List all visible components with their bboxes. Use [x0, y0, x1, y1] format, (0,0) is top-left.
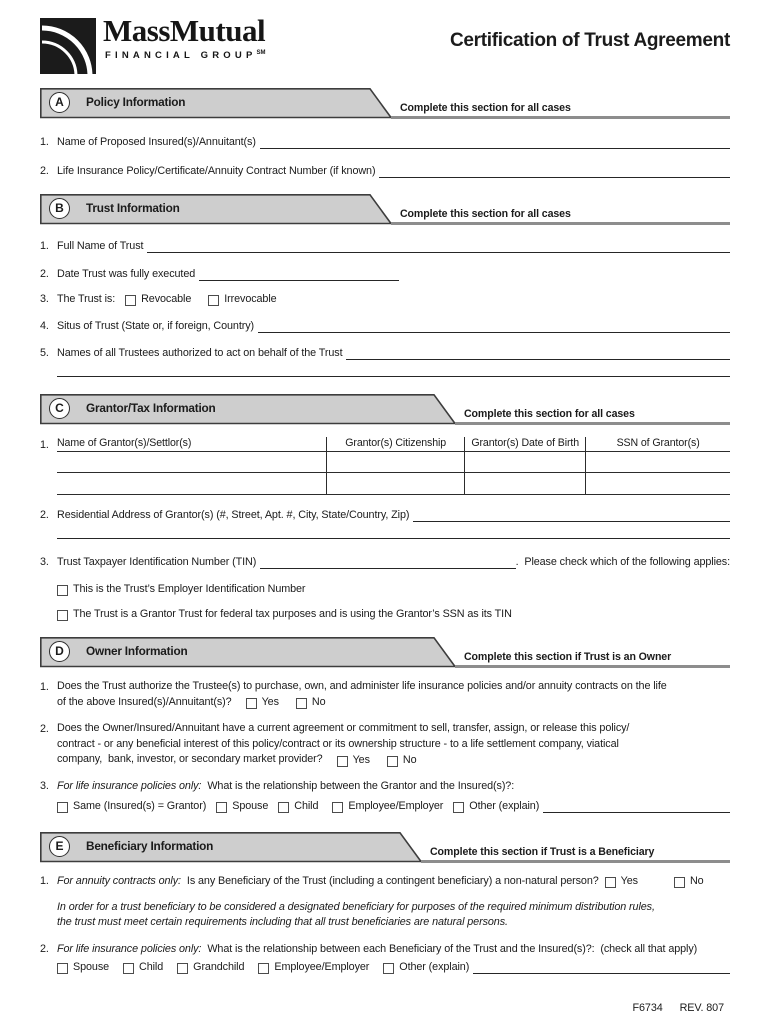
policy-number-input[interactable] [379, 175, 730, 178]
d1-yes-label: Yes [261, 696, 279, 708]
e2-employee-employer-label: Employee/Employer [274, 960, 370, 973]
section-a-title: Policy Information [86, 95, 186, 109]
insured-name-input[interactable] [260, 146, 730, 149]
checkbox-d1-yes[interactable] [246, 698, 257, 709]
e1-note-line1-row [57, 900, 730, 916]
form-header [40, 14, 730, 78]
d3-other-explain-input[interactable] [543, 810, 730, 813]
grantor-address-input[interactable] [413, 519, 730, 522]
checkbox-ein[interactable] [57, 585, 68, 596]
checkbox-d3-child[interactable] [278, 802, 289, 813]
page-title: Certification of Trust Agreement [449, 30, 730, 51]
checkbox-e1-yes[interactable] [605, 877, 616, 888]
trust-tin-suffix: . Please check which of the following applies: [515, 556, 730, 568]
brand-name: MassMutual [103, 13, 266, 48]
field-trust-tin: 3. Trust Taxpayer Identification Number (TIN) . Please check which of the following applies: [40, 556, 730, 568]
d3-question: What is the relationship between the Grantor and the Insured(s)?: [207, 779, 515, 792]
massmutual-logo-icon [40, 18, 96, 74]
question-d2-line2: contract - or any beneficial interest of this policy/contract or its ownership structure - to a life settlement company, viatical [57, 737, 619, 750]
grantor-address-input-line2[interactable] [57, 525, 730, 539]
section-c-rule [455, 422, 730, 425]
question-d2-line1: Does the Owner/Insured/Annuitant have a current agreement or commitment to sell, transfer, assign, or release this policy/ [57, 722, 630, 734]
ein-label: This is the Trust’s Employer Identification Number [73, 583, 306, 595]
d3-employee-employer-label: Employee/Employer [348, 799, 444, 812]
trust-date-input[interactable] [199, 278, 399, 281]
trustees-names-input-line2[interactable] [57, 363, 730, 377]
checkbox-d3-spouse[interactable] [216, 802, 227, 813]
question-d2-line2-row [57, 737, 730, 753]
grantor-table-block: 1. Name of Grantor(s)/Settlor(s) Grantor(s) Citizenship Grantor(s) Date of Birth SSN of Grantor(s) [40, 433, 730, 495]
section-a-header [40, 88, 730, 119]
option-ein [57, 582, 730, 597]
checkbox-d2-no[interactable] [387, 756, 398, 767]
section-c-header [40, 394, 730, 425]
e2-other-label: Other (explain) [399, 960, 470, 973]
e2-spouse-label: Spouse [73, 960, 110, 973]
e1-note-line2: the trust must meet certain requirements including that all trust beneficiaries are natural persons. [57, 916, 508, 928]
trust-type-label: The Trust is: [57, 293, 116, 305]
grantor-dob-input-2[interactable] [464, 473, 585, 494]
grantor-name-input-2[interactable] [57, 473, 326, 494]
insured-name-label: Name of Proposed Insured(s)/Annuitant(s) [57, 136, 256, 148]
section-e-note: Complete this section if Trust is a Beneficiary [430, 845, 655, 858]
question-d1: 1. Does the Trust authorize the Trustee(s) to purchase, own, and administer life insurance policies and/or annuity contracts on the life [40, 680, 667, 693]
section-b-title: Trust Information [86, 201, 180, 215]
col-grantor-citizenship: Grantor(s) Citizenship [326, 437, 464, 451]
d3-lead: For life insurance policies only: [57, 779, 202, 792]
d3-child-label: Child [294, 799, 319, 812]
checkbox-e2-grandchild[interactable] [177, 963, 188, 974]
checkbox-d3-other[interactable] [453, 802, 464, 813]
e2-grandchild-label: Grandchild [193, 960, 245, 973]
trust-name-input[interactable] [147, 250, 730, 253]
trustees-names-input[interactable] [346, 357, 730, 360]
question-d3: 3. For life insurance policies only: What is the relationship between the Grantor and the Insured(s)?: [40, 779, 515, 792]
col-grantor-name: Name of Grantor(s)/Settlor(s) [57, 437, 192, 449]
e1-note-line1: In order for a trust beneficiary to be considered a designated beneficiary for purposes of the required minimum distribution rules, [57, 900, 655, 913]
d3-other-label: Other (explain) [469, 799, 540, 812]
grantor-table-header-row [57, 433, 730, 452]
e2-lead: For life insurance policies only: [57, 942, 202, 955]
trust-tin-input[interactable] [260, 566, 515, 569]
section-d-rule [455, 665, 730, 668]
d2-no-label: No [402, 753, 417, 766]
trust-situs-input[interactable] [258, 330, 730, 333]
col-grantor-ssn: SSN of Grantor(s) [585, 437, 730, 451]
section-b-header [40, 194, 730, 225]
checkbox-revocable[interactable] [125, 295, 136, 306]
checkbox-irrevocable[interactable] [208, 295, 219, 306]
e1-yes-label: Yes [620, 874, 638, 887]
checkbox-same-insured-grantor[interactable] [57, 802, 68, 813]
grantor-dob-input-1[interactable] [464, 452, 585, 472]
e1-note-line2-row [57, 915, 730, 931]
field-grantor-address: 2. Residential Address of Grantor(s) (#, Street, Apt. #, City, State/Country, Zip) [40, 508, 730, 523]
form-revision: REV. 807 [679, 1001, 724, 1014]
option-grantor-ssn-tin [57, 607, 730, 622]
checkbox-grantor-ssn-tin[interactable] [57, 610, 68, 621]
trust-date-label: Date Trust was fully executed [57, 268, 196, 280]
field-trust-situs: 4. Situs of Trust (State or, if foreign, Country) [40, 319, 730, 334]
grantor-ssn-input-2[interactable] [585, 473, 730, 494]
section-a-letter: A [49, 92, 70, 113]
section-d-header [40, 637, 730, 668]
section-b-letter: B [49, 198, 70, 219]
trustees-names-label: Names of all Trustees authorized to act on behalf of the Trust [57, 347, 343, 359]
grantor-ssn-input-1[interactable] [585, 452, 730, 472]
section-d-title: Owner Information [86, 644, 188, 658]
question-d1-line2: of the above Insured(s)/Annuitant(s)? [57, 695, 232, 708]
checkbox-e2-child[interactable] [123, 963, 134, 974]
section-c-title: Grantor/Tax Information [86, 401, 216, 415]
d3-spouse-label: Spouse [232, 799, 269, 812]
field-trust-name: 1. Full Name of Trust [40, 239, 730, 254]
checkbox-e1-no[interactable] [674, 877, 685, 888]
question-d2-line3: company, bank, investor, or secondary market provider? [57, 753, 323, 765]
grantor-ssn-tin-label: The Trust is a Grantor Trust for federal tax purposes and is using the Grantor’s SSN as its TIN [73, 608, 512, 620]
e1-lead: For annuity contracts only: [57, 874, 181, 887]
field-trust-type: 3. The Trust is: Revocable Irrevocable [40, 293, 277, 305]
field-trust-date: 2. Date Trust was fully executed [40, 267, 730, 282]
e2-child-label: Child [139, 960, 164, 973]
grantor-name-input-1[interactable] [57, 452, 326, 472]
service-mark: SM [256, 50, 266, 56]
section-e-rule [421, 860, 730, 863]
trust-tin-label: Trust Taxpayer Identification Number (TIN) [57, 556, 257, 568]
section-a-rule [391, 116, 730, 119]
checkbox-e2-other[interactable] [383, 963, 394, 974]
brand-subtitle: FINANCIAL GROUP℠ [105, 50, 266, 61]
question-e1: 1. For annuity contracts only: Is any Beneficiary of the Trust (including a contingent beneficiary) a non-natural person? Yes No [40, 874, 704, 887]
field-insured-name: 1. Name of Proposed Insured(s)/Annuitant(s) [40, 135, 730, 150]
grantor-address-label: Residential Address of Grantor(s) (#, Street, Apt. #, City, State/Country, Zip) [57, 509, 410, 521]
e1-no-label: No [689, 874, 704, 887]
e2-other-explain-input[interactable] [473, 971, 730, 974]
section-e-title: Beneficiary Information [86, 838, 214, 853]
massmutual-logo [40, 14, 266, 78]
irrevocable-label: Irrevocable [224, 293, 277, 305]
question-d2-answer-row [57, 752, 730, 768]
d2-yes-label: Yes [352, 753, 370, 766]
grantor-table-row-2 [57, 473, 730, 495]
grantor-table [57, 433, 730, 495]
section-e-letter: E [49, 836, 70, 857]
checkbox-d2-yes[interactable] [337, 756, 348, 767]
trust-situs-label: Situs of Trust (State or, if foreign, Country) [57, 320, 255, 332]
section-b-rule [391, 222, 730, 225]
section-e-header [40, 832, 730, 863]
field-trustees-names: 5. Names of all Trustees authorized to act on behalf of the Trust [40, 346, 730, 361]
d3-options-row [57, 799, 730, 814]
same-insured-grantor-label: Same (Insured(s) = Grantor) [73, 799, 207, 812]
col-grantor-dob: Grantor(s) Date of Birth [464, 437, 585, 451]
question-d1-line1: Does the Trust authorize the Trustee(s) to purchase, own, and administer life insurance policies and/or annuity contracts on the life [57, 680, 667, 692]
section-a-note: Complete this section for all cases [400, 102, 571, 114]
question-d1-answer-row [57, 695, 730, 711]
policy-number-label: Life Insurance Policy/Certificate/Annuity Contract Number (if known) [57, 165, 376, 177]
e2-options-row [57, 960, 730, 975]
grantor-citizenship-input-2[interactable] [326, 473, 464, 494]
form-footer [40, 1002, 730, 1014]
form-number: F6734 [632, 1001, 663, 1014]
trust-name-label: Full Name of Trust [57, 240, 144, 252]
grantor-citizenship-input-1[interactable] [326, 452, 464, 472]
revocable-label: Revocable [141, 293, 192, 305]
section-c-note: Complete this section for all cases [464, 408, 635, 420]
question-d2: 2. Does the Owner/Insured/Annuitant have a current agreement or commitment to sell, transfer, assign, or release this policy/ [40, 722, 630, 735]
question-e2: 2. For life insurance policies only: What is the relationship between each Beneficiary of the Trust and the Insured(s)?: (check all that apply) [40, 942, 698, 955]
section-d-note: Complete this section if Trust is an Owner [464, 651, 672, 663]
section-b-note: Complete this section for all cases [400, 208, 571, 220]
d1-no-label: No [311, 696, 326, 708]
checkbox-e2-employee-employer[interactable] [258, 963, 269, 974]
grantor-table-row-1 [57, 452, 730, 473]
checkbox-d1-no[interactable] [296, 698, 307, 709]
e2-question: What is the relationship between each Beneficiary of the Trust and the Insured(s)?: (check all that apply) [207, 942, 698, 955]
section-c-letter: C [49, 398, 70, 419]
e1-question: Is any Beneficiary of the Trust (including a contingent beneficiary) a non-natural person? [186, 874, 599, 887]
checkbox-d3-employee-employer[interactable] [332, 802, 343, 813]
field-policy-number: 2. Life Insurance Policy/Certificate/Annuity Contract Number (if known) [40, 164, 730, 179]
checkbox-e2-spouse[interactable] [57, 963, 68, 974]
section-d-letter: D [49, 641, 70, 662]
